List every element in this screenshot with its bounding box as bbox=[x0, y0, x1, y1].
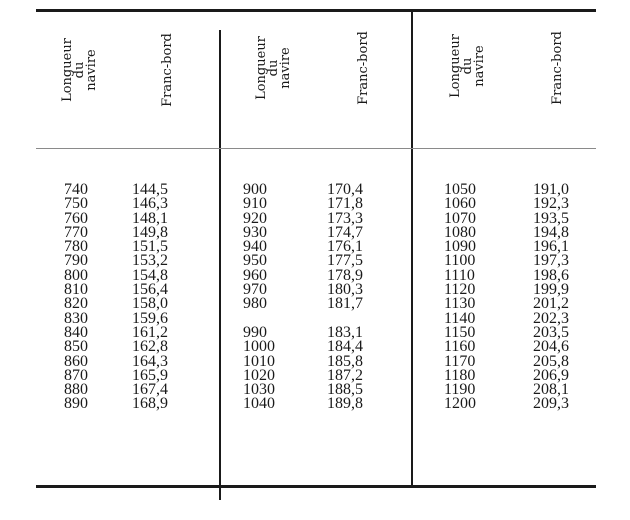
ship-length-cell: 980 bbox=[243, 295, 267, 313]
freeboard-cell: 198,6 bbox=[533, 266, 569, 284]
header-length-line-3: navire bbox=[472, 45, 487, 87]
freeboard-cell: 168,9 bbox=[132, 395, 168, 413]
ship-length-cell: 1000 bbox=[243, 338, 275, 356]
freeboard-cell: 164,3 bbox=[132, 352, 168, 370]
freeboard-cell: 174,7 bbox=[327, 223, 363, 241]
freeboard-cell: 180,3 bbox=[327, 281, 363, 299]
ship-length-cell: 800 bbox=[64, 266, 88, 284]
freeboard-cell: 144,5 bbox=[132, 181, 168, 198]
header-length-line-1: Longueur bbox=[448, 34, 463, 98]
freeboard-column-1 bbox=[132, 183, 192, 412]
header-freeboard-1: Franc-bord bbox=[160, 33, 175, 107]
ship-length-cell: 990 bbox=[243, 323, 267, 341]
freeboard-cell: 153,2 bbox=[132, 252, 168, 270]
ship-length-cell: 1160 bbox=[444, 338, 476, 356]
ship-length-cell: 1140 bbox=[444, 309, 476, 327]
freeboard-cell: 173,3 bbox=[327, 209, 363, 227]
freeboard-column-3 bbox=[533, 183, 593, 412]
ship-length-cell: 1150 bbox=[444, 323, 476, 341]
freeboard-cell: 158,0 bbox=[132, 295, 168, 313]
bottom-rule bbox=[36, 485, 596, 488]
ship-length-cell: 890 bbox=[64, 395, 88, 413]
freeboard-cell: 183,1 bbox=[327, 323, 363, 341]
freeboard-cell: 187,2 bbox=[327, 366, 363, 384]
ship-length-cell: 970 bbox=[243, 281, 267, 299]
freeboard-cell: 204,6 bbox=[533, 338, 569, 356]
top-rule bbox=[36, 9, 596, 12]
group-divider-2 bbox=[411, 10, 413, 485]
ship-length-cell: 950 bbox=[243, 252, 267, 270]
freeboard-cell: 151,5 bbox=[132, 238, 168, 256]
freeboard-cell: 203,5 bbox=[533, 323, 569, 341]
ship-length-cell: 750 bbox=[64, 195, 88, 213]
ship-length-cell: 870 bbox=[64, 366, 88, 384]
freeboard-cell: 148,1 bbox=[132, 209, 168, 227]
header-length-2 bbox=[256, 28, 296, 108]
ship-length-cell: 1020 bbox=[243, 366, 275, 384]
freeboard-cell: 197,3 bbox=[533, 252, 569, 270]
ship-length-cell: 860 bbox=[64, 352, 88, 370]
freeboard-cell: 202,3 bbox=[533, 309, 569, 327]
length-column-2 bbox=[243, 183, 293, 412]
freeboard-cell: 177,5 bbox=[327, 252, 363, 270]
freeboard-cell: 170,4 bbox=[327, 181, 363, 198]
header-length-line-3: navire bbox=[84, 49, 99, 91]
freeboard-cell: 205,8 bbox=[533, 352, 569, 370]
ship-length-cell: 810 bbox=[64, 281, 88, 299]
freeboard-column-2 bbox=[327, 183, 387, 412]
length-column-3 bbox=[444, 183, 494, 412]
ship-length-cell: 1050 bbox=[444, 181, 476, 198]
ship-length-cell: 740 bbox=[64, 181, 88, 198]
header-length-line-2: du bbox=[72, 61, 87, 79]
header-freeboard-3: Franc-bord bbox=[550, 31, 565, 105]
ship-length-cell: 760 bbox=[64, 209, 88, 227]
header-length-1 bbox=[62, 30, 102, 110]
ship-length-cell: 1060 bbox=[444, 195, 476, 213]
ship-length-cell: 820 bbox=[64, 295, 88, 313]
ship-length-cell: 1110 bbox=[444, 266, 475, 284]
freeboard-cell: 208,1 bbox=[533, 381, 569, 399]
ship-length-cell: 1120 bbox=[444, 281, 476, 299]
header-length-line-2: du bbox=[266, 59, 281, 77]
ship-length-cell: 1170 bbox=[444, 352, 476, 370]
freeboard-cell: 165,9 bbox=[132, 366, 168, 384]
ship-length-cell: 1080 bbox=[444, 223, 476, 241]
ship-length-cell: 780 bbox=[64, 238, 88, 256]
ship-length-cell: 790 bbox=[64, 252, 88, 270]
freeboard-cell: 159,6 bbox=[132, 309, 168, 327]
ship-length-cell: 850 bbox=[64, 338, 88, 356]
freeboard-cell: 185,8 bbox=[327, 352, 363, 370]
freeboard-cell: 192,3 bbox=[533, 195, 569, 213]
ship-length-cell: 940 bbox=[243, 238, 267, 256]
freeboard-cell: 188,5 bbox=[327, 381, 363, 399]
ship-length-cell: 1030 bbox=[243, 381, 275, 399]
ship-length-cell: 1190 bbox=[444, 381, 476, 399]
freeboard-cell: 146,3 bbox=[132, 195, 168, 213]
ship-length-cell: 770 bbox=[64, 223, 88, 241]
freeboard-cell: 189,8 bbox=[327, 395, 363, 413]
ship-length-cell: 880 bbox=[64, 381, 88, 399]
ship-length-cell: 1130 bbox=[444, 295, 476, 313]
ship-length-cell: 1200 bbox=[444, 395, 476, 413]
freeboard-cell: 154,8 bbox=[132, 266, 168, 284]
header-length-line-1: Longueur bbox=[254, 36, 269, 100]
header-length-line-1: Longueur bbox=[60, 38, 75, 102]
ship-length-cell: 1090 bbox=[444, 238, 476, 256]
header-length-3 bbox=[450, 26, 490, 106]
freeboard-cell: 176,1 bbox=[327, 238, 363, 256]
header-freeboard-2: Franc-bord bbox=[356, 31, 371, 105]
freeboard-cell: 149,8 bbox=[132, 223, 168, 241]
freeboard-cell: 171,8 bbox=[327, 195, 363, 213]
ship-length-cell: 1100 bbox=[444, 252, 476, 270]
ship-length-cell: 1010 bbox=[243, 352, 275, 370]
freeboard-cell: 193,5 bbox=[533, 209, 569, 227]
freeboard-cell: 156,4 bbox=[132, 281, 168, 299]
freeboard-cell: 209,3 bbox=[533, 395, 569, 413]
freeboard-cell: 206,9 bbox=[533, 366, 569, 384]
header-length-line-3: navire bbox=[278, 47, 293, 89]
ship-length-cell: 830 bbox=[64, 309, 88, 327]
freeboard-cell: 167,4 bbox=[132, 381, 168, 399]
ship-length-cell: 840 bbox=[64, 323, 88, 341]
ship-length-cell: 920 bbox=[243, 209, 267, 227]
header-separator bbox=[36, 148, 596, 149]
length-column-1 bbox=[64, 183, 114, 412]
freeboard-cell: 201,2 bbox=[533, 295, 569, 313]
ship-length-cell: 1180 bbox=[444, 366, 476, 384]
freeboard-cell: 199,9 bbox=[533, 281, 569, 299]
group-divider-1 bbox=[219, 30, 221, 500]
freeboard-cell: 181,7 bbox=[327, 295, 363, 313]
freeboard-cell: 196,1 bbox=[533, 238, 569, 256]
ship-length-cell: 910 bbox=[243, 195, 267, 213]
freeboard-cell: 194,8 bbox=[533, 223, 569, 241]
freeboard-cell: 184,4 bbox=[327, 338, 363, 356]
ship-length-cell: 900 bbox=[243, 181, 267, 198]
ship-length-cell: 960 bbox=[243, 266, 267, 284]
freeboard-cell: 162,8 bbox=[132, 338, 168, 356]
ship-length-cell: 1070 bbox=[444, 209, 476, 227]
freeboard-cell: 191,0 bbox=[533, 181, 569, 198]
ship-length-cell: 1040 bbox=[243, 395, 275, 413]
freeboard-cell: 178,9 bbox=[327, 266, 363, 284]
ship-length-cell: 930 bbox=[243, 223, 267, 241]
header-length-line-2: du bbox=[460, 57, 475, 75]
freeboard-cell: 161,2 bbox=[132, 323, 168, 341]
